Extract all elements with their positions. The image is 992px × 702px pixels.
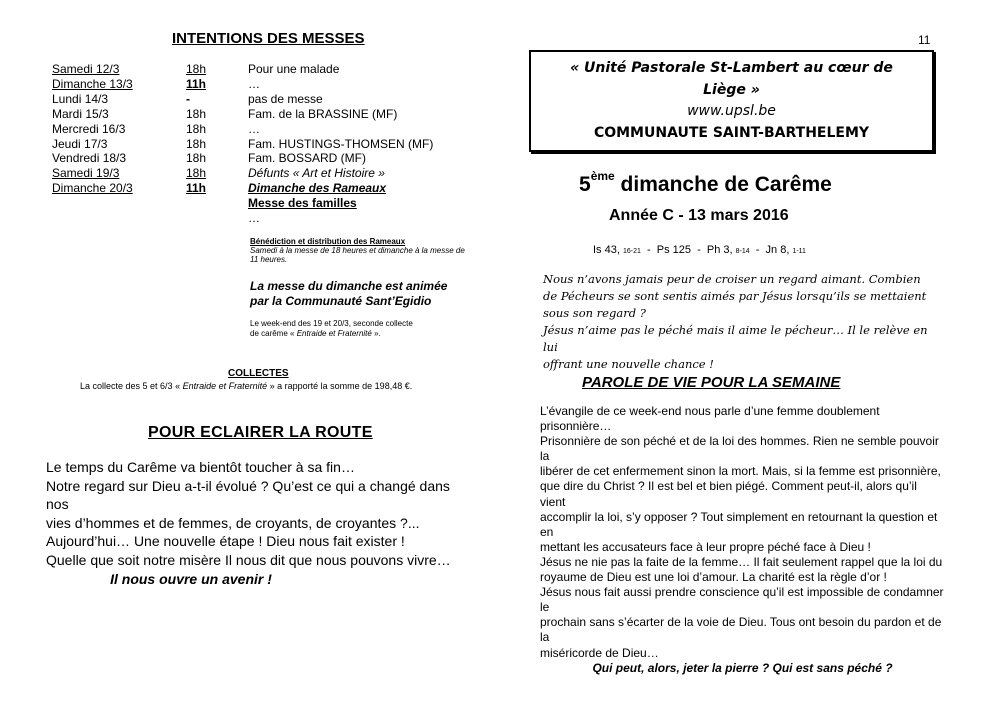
mass-intention: pas de messe (248, 91, 323, 106)
page-number: 11 (918, 33, 931, 47)
mass-intention: Fam. BOSSARD (MF) (248, 151, 367, 166)
mass-row (52, 122, 468, 137)
mass-intention: Dimanche des Rameaux (248, 181, 387, 196)
mass-day (52, 196, 186, 211)
community-name: COMMUNAUTE SAINT-BARTHELEMY (593, 124, 870, 141)
quote-line: offrant une nouvelle chance ! (543, 357, 714, 371)
rameaux-text: Samedi à la messe de 18 heures et dimanche à la messe de 11 heures. (250, 246, 465, 264)
mass-row (52, 62, 468, 77)
mass-intention: Fam. de la BRASSINE (MF) (248, 106, 398, 121)
text-span: Is 43, (593, 244, 623, 256)
mass-intention: … (248, 76, 260, 91)
route-line: vies d’hommes et de femmes, de croyants, de croyantes ?... (46, 514, 420, 531)
mass-intention: Fam. HUSTINGS-THOMSEN (MF) (248, 136, 434, 151)
mass-hour: 18h (186, 151, 207, 166)
mass-row (52, 181, 468, 196)
animation-line: par la Communauté Sant’Egidio (250, 294, 432, 308)
mass-hour: 11h (186, 181, 207, 196)
text-span: » a rapporté la somme de 198,48 €. (267, 381, 413, 391)
second-collection-line: Le week-end des 19 et 20/3, seconde collecte (250, 319, 413, 328)
mass-day: Mercredi 16/3 (52, 121, 126, 136)
rameaux-title: Bénédiction et distribution des Rameaux (250, 237, 406, 246)
mass-hour: 18h (186, 106, 207, 121)
superscript: ème (590, 169, 615, 183)
mass-day: Vendredi 18/3 (52, 151, 127, 166)
gospel-line: libérer de cet enfermement sinon la mort. Mais, si la femme est prisonnière, (540, 464, 941, 479)
gospel-line: Prisonnière de son péché et de la loi des hommes. Rien ne semble pouvoir la (540, 434, 939, 464)
route-final: Il nous ouvre un avenir ! (110, 570, 272, 587)
gospel-line: Jésus nous fait aussi prendre conscience qu’il est impossible de condamner le (540, 585, 944, 615)
liturgical-year: Année C - 13 mars 2016 (609, 207, 789, 224)
second-collection-line (250, 329, 465, 339)
route-body (46, 458, 476, 588)
text-span: de carême « (250, 329, 297, 338)
gospel-line: mettant les accusateurs face à leur propre péché face à Dieu ! (540, 539, 871, 554)
mass-hour: - (186, 91, 190, 106)
meditation-quote (543, 271, 943, 373)
quote-line: Jésus n’aime pas le péché mais il aime le pécheur… Il le relève en lui (543, 323, 928, 354)
quote-line: Nous n’avons jamais peur de croiser un regard aimant. Combien (543, 272, 921, 286)
text-span: - Jn 8, (749, 244, 793, 256)
gospel-line: accomplir la loi, s’y opposer ? Tout simplement en retournant la question et en (540, 509, 938, 539)
animation-notice (250, 279, 470, 309)
mass-intention: Défunts « Art et Histoire » (248, 166, 385, 181)
collectes-title: COLLECTES (228, 368, 289, 379)
text-span: dimanche de Carême (614, 173, 832, 196)
text-span: 1-11 (792, 248, 806, 255)
mass-intention: Pour une malade (248, 62, 340, 76)
mass-row (52, 166, 468, 181)
text-span: ». (371, 329, 381, 338)
mass-hour: 18h (186, 136, 207, 151)
mass-hour: 18h (186, 62, 207, 76)
gospel-line: L’évangile de ce week-end nous parle d’une femme doublement prisonnière… (540, 404, 880, 434)
quote-line: de Pécheurs se sont sentis aimés par Jésus lorsqu’ils se mettaient (543, 289, 927, 303)
mass-schedule-table (52, 62, 468, 226)
mass-day: Mardi 15/3 (52, 106, 109, 121)
route-line: Quelle que soit notre misère Il nous dit que nous pouvons vivre… (46, 551, 451, 568)
quote-line: sous son regard ? (543, 306, 646, 320)
gospel-line: que dire du Christ ? Il est bel et bien piégé. Comment peut-il, alors qu’il vient (540, 479, 917, 509)
gospel-line: Jésus ne nie pas la faite de la femme… Il fait seulement rappel que la loi du (540, 554, 943, 569)
text-span: 8-14 (735, 248, 750, 255)
parish-website: www.upsl.be (687, 103, 776, 119)
mass-intention: Messe des familles (248, 196, 357, 211)
text-span: 5 (579, 173, 591, 196)
mass-intention: … (248, 121, 260, 136)
mass-row (52, 137, 468, 152)
mass-day: Lundi 14/3 (52, 91, 109, 106)
gospel-line: royaume de Dieu est une loi d’amour. La charité est la règle d’or ! (540, 570, 887, 585)
mass-hour: 11h (186, 76, 207, 91)
parish-name-line: « Unité Pastorale St-Lambert au cœur de (570, 60, 893, 76)
mass-row (52, 92, 468, 107)
mass-hour: 18h (186, 121, 207, 136)
gospel-commentary (540, 404, 945, 676)
mass-row (52, 107, 468, 122)
mass-row (52, 211, 468, 226)
parole-title: PAROLE DE VIE POUR LA SEMAINE (582, 374, 841, 391)
sunday-title (579, 169, 832, 197)
mass-day (52, 211, 186, 226)
route-line: Aujourd’hui… Une nouvelle étape ! Dieu nous fait exister ! (46, 533, 405, 550)
mass-hour (186, 196, 248, 211)
text-span: La collecte des 5 et 6/3 « (80, 381, 183, 391)
second-collection-notice (250, 319, 465, 339)
rameaux-notice (250, 237, 465, 264)
text-span: 16-21 (622, 248, 641, 255)
mass-day: Samedi 12/3 (52, 62, 120, 76)
mass-intention: … (248, 211, 260, 226)
mass-row (52, 151, 468, 166)
parish-name-line: Liège » (703, 81, 760, 98)
mass-day: Samedi 19/3 (52, 166, 120, 181)
mass-day: Jeudi 17/3 (52, 136, 108, 151)
mass-hour (186, 211, 248, 226)
mass-row (52, 196, 468, 211)
mass-day: Dimanche 13/3 (52, 76, 133, 91)
mass-row (52, 77, 468, 92)
parish-header-box (529, 50, 934, 152)
route-line: Notre regard sur Dieu a-t-il évolué ? Qu’est ce qui a changé dans nos (46, 477, 450, 513)
mass-day: Dimanche 20/3 (52, 181, 133, 196)
readings-line (593, 244, 806, 256)
gospel-line: miséricorde de Dieu… (540, 645, 659, 660)
gospel-final: Qui peut, alors, jeter la pierre ? Qui est sans péché ? (592, 660, 893, 675)
intentions-title: INTENTIONS DES MESSES (172, 30, 365, 47)
text-span: Entraide et Fraternité (182, 381, 268, 391)
collectes-text (80, 381, 412, 391)
animation-line: La messe du dimanche est animée (250, 279, 448, 293)
text-span: Entraide et Fraternité (296, 329, 372, 338)
text-span: - Ps 125 - Ph 3, (640, 244, 736, 256)
mass-hour: 18h (186, 166, 207, 181)
route-line: Le temps du Carême va bientôt toucher à sa fin… (46, 459, 355, 475)
route-title: POUR ECLAIRER LA ROUTE (148, 424, 373, 441)
gospel-line: prochain sans s’écarter de la voie de Dieu. Tous ont besoin du pardon et de la (540, 615, 942, 645)
